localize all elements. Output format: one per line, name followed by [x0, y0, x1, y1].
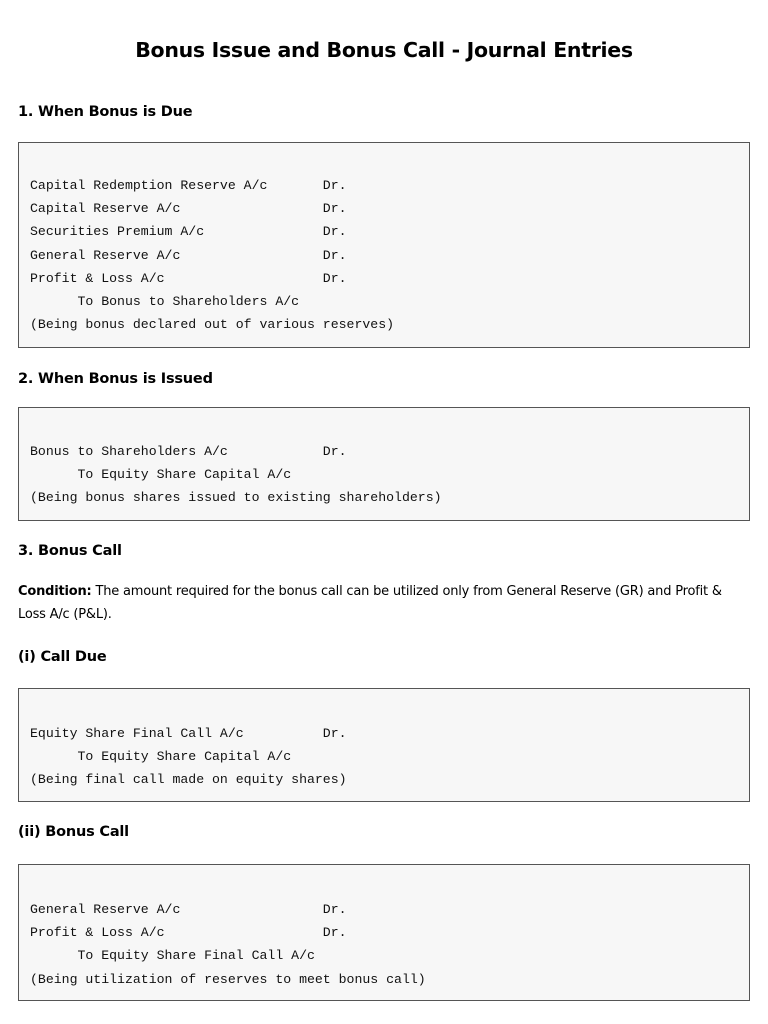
journal-entry-bonus-due	[18, 142, 750, 348]
journal-line: Bonus to Shareholders A/c Dr.	[30, 444, 347, 459]
section-heading-bonus-call: 3. Bonus Call	[18, 543, 122, 559]
journal-entry-text	[30, 440, 749, 510]
journal-line: Capital Redemption Reserve A/c Dr.	[30, 178, 347, 193]
page-title: Bonus Issue and Bonus Call - Journal Entries	[135, 38, 633, 62]
journal-entry-text	[30, 722, 749, 792]
journal-line: To Equity Share Capital A/c	[30, 749, 292, 765]
journal-narration: (Being bonus shares issued to existing shareholders)	[30, 490, 442, 506]
journal-line: Capital Reserve A/c Dr.	[30, 201, 347, 217]
journal-line: To Equity Share Capital A/c	[30, 467, 292, 483]
journal-entry-bonus-issued	[18, 407, 750, 521]
section-heading-bonus-issued: 2. When Bonus is Issued	[18, 371, 213, 387]
journal-line: Profit & Loss A/c Dr.	[30, 270, 347, 286]
journal-line: General Reserve A/c Dr.	[30, 902, 347, 917]
journal-entry-text	[30, 174, 749, 336]
journal-entry-call-due	[18, 688, 750, 802]
journal-line: Equity Share Final Call A/c Dr.	[30, 726, 347, 741]
condition-label: Condition:	[18, 584, 92, 599]
journal-line: To Bonus to Shareholders A/c	[30, 293, 300, 309]
journal-narration: (Being bonus declared out of various reserves)	[30, 317, 395, 333]
journal-entry-text	[30, 898, 749, 991]
journal-narration: (Being final call made on equity shares)	[30, 772, 347, 788]
journal-narration: (Being utilization of reserves to meet bonus call)	[30, 971, 426, 987]
condition-paragraph	[18, 580, 748, 626]
journal-line: Profit & Loss A/c Dr.	[30, 925, 347, 941]
subheading-call-due: (i) Call Due	[18, 649, 107, 665]
journal-entry-bonus-call	[18, 864, 750, 1001]
condition-text: The amount required for the bonus call can be utilized only from General Reserve (GR) and Profit & Loss A/c (P&L).	[18, 584, 722, 622]
journal-line: Securities Premium A/c Dr.	[30, 224, 347, 240]
journal-line: General Reserve A/c Dr.	[30, 247, 347, 263]
subheading-bonus-call: (ii) Bonus Call	[18, 824, 129, 840]
section-heading-bonus-due: 1. When Bonus is Due	[18, 104, 193, 120]
journal-line: To Equity Share Final Call A/c	[30, 948, 315, 964]
